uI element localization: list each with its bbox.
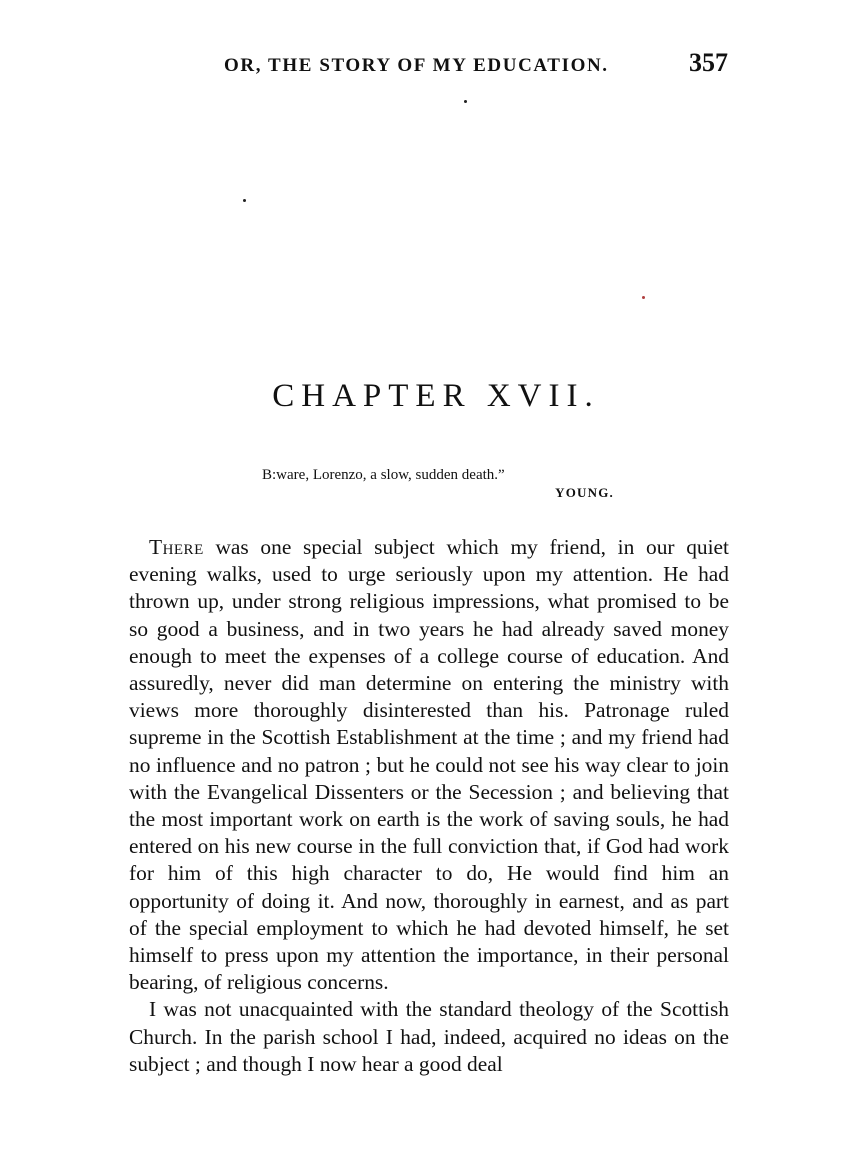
lead-word: There <box>149 535 204 559</box>
epigraph-author: YOUNG. <box>555 485 614 500</box>
epigraph-quote: B:ware, Lorenzo, a slow, sudden death.” <box>262 467 505 483</box>
body-text <box>129 534 729 1078</box>
epigraph <box>262 467 614 501</box>
running-head <box>224 48 728 82</box>
running-title: OR, THE STORY OF MY EDUCATION. <box>224 55 609 76</box>
page-number: 357 <box>689 48 728 77</box>
chapter-title: CHAPTER XVII. <box>272 378 600 414</box>
print-speck <box>464 100 467 103</box>
paragraph-2: I was not unacquainted with the standard theology of the Scottish Church. In the parish school I had, indeed, acquired no ideas on the subject ; and though I now hear a good deal <box>129 997 729 1076</box>
print-speck <box>642 296 645 299</box>
paragraph-1 <box>129 534 729 996</box>
print-speck <box>243 199 246 202</box>
paragraph-1-text: was one special subject which my friend, in our quiet evening walks, used to urge seriously upon my attention. He had thrown up, under strong religious impressions, what promised to be so good a business, and in two years he had already saved money enough to meet the expenses of a college course of education. And assuredly, never did man determine on entering the ministry with views more thoroughly disinterested than his. Patronage ruled supreme in the Scottish Establishment at the time ; and my friend had no influence and no patron ; but he could not see his way clear to join with the Evangelical Dissenters or the Secession ; and believing that the most important work on earth is the work of saving souls, he had entered on his new course in the full conviction that, if God had work for him of this high character to do, He would find him an opportunity of doing it. And now, thoroughly in earnest, and as part of the special employment to which he had devoted himself, he set himself to press upon my attention the importance, in their personal bearing, of religious concerns. <box>129 535 729 995</box>
